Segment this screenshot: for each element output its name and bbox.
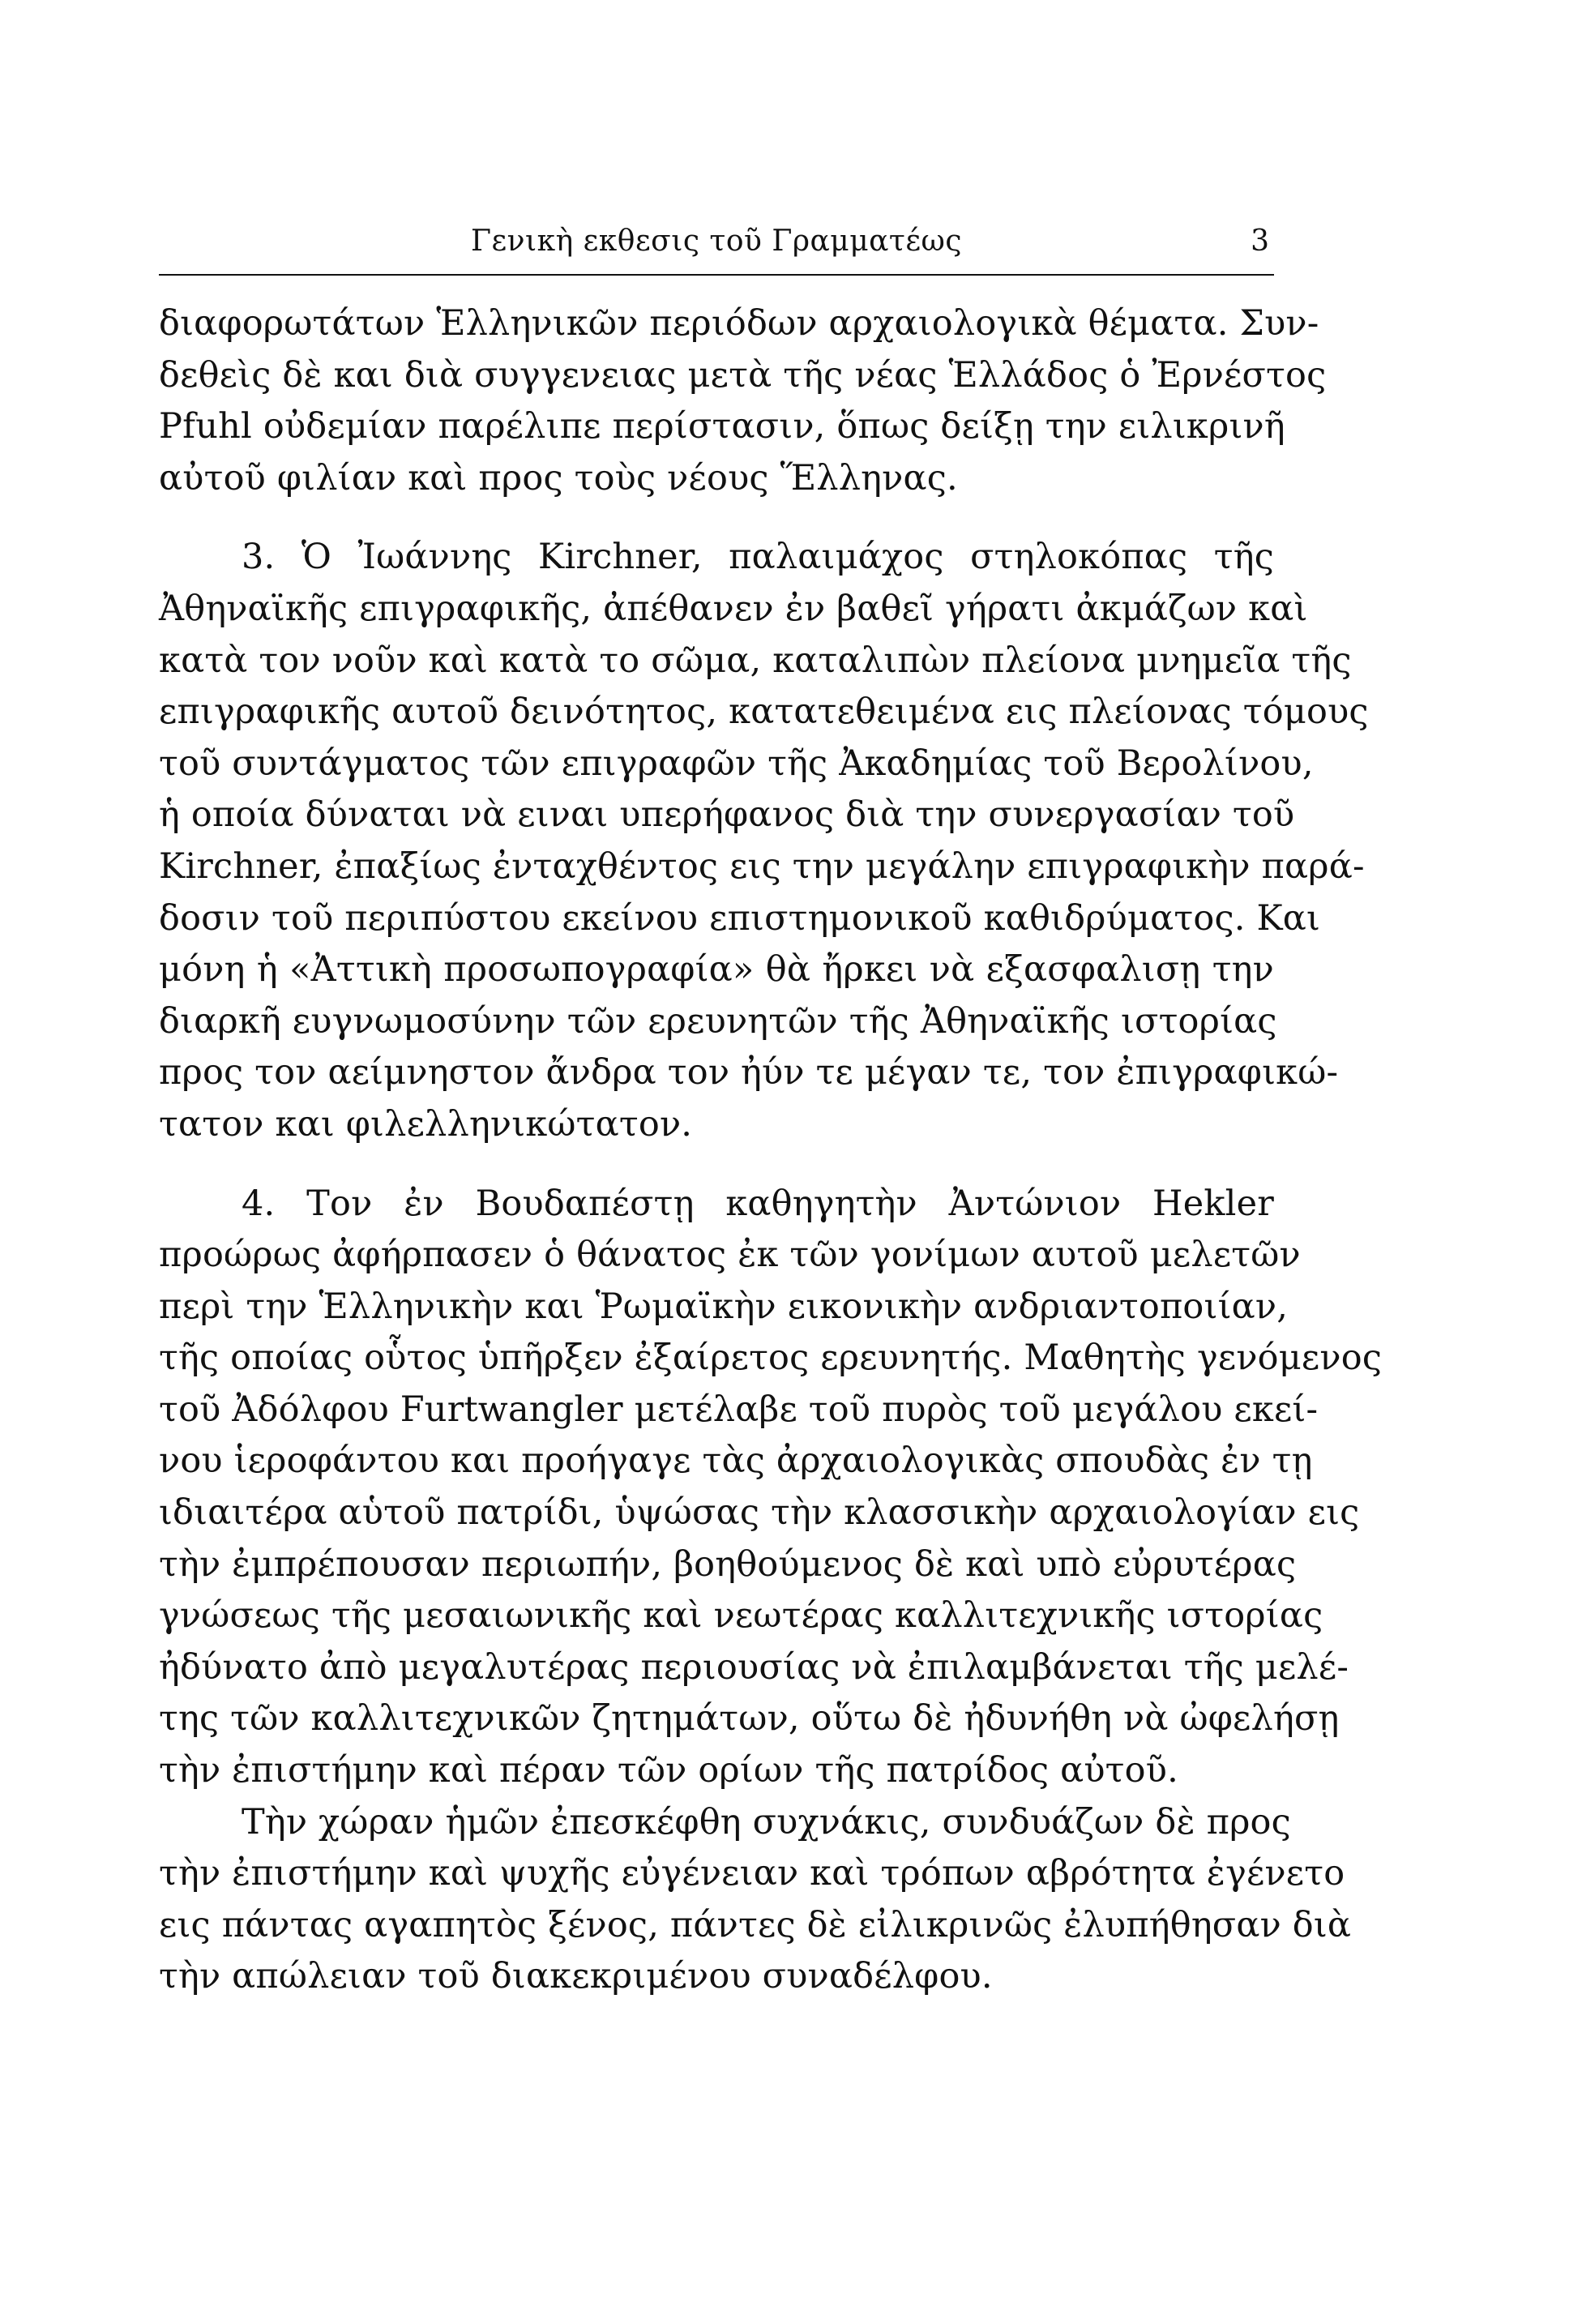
text-line: μόνη ἡ «Ἀττικὴ προσωπογραφία» θὰ ἤρκει νὰ εξασφαλισῃ την bbox=[159, 949, 1274, 991]
text-line: 3. Ὁ Ἰωάννης Kirchner, παλαιμάχος στηλοκόπας τῆς bbox=[242, 537, 1274, 578]
text-line: προώρως ἀφήρπασεν ὁ θάνατος ἐκ τῶν γονίμων αυτοῦ μελετῶν bbox=[159, 1235, 1301, 1276]
text-line: ιδιαιτέρα αὑτοῦ πατρίδι, ὑψώσας τὴν κλασσικὴν αρχαιολογίαν εις bbox=[159, 1492, 1360, 1534]
text-line: Τὴν χώραν ἡμῶν ἐπεσκέφθη συχνάκις, συνδυάζων δὲ προς bbox=[242, 1801, 1291, 1843]
paragraph-1 bbox=[159, 298, 1327, 504]
text-line: τὴν ἐμπρέπουσαν περιωπήν, βοηθούμενος δὲ καὶ υπὸ εὐρυτέρας bbox=[159, 1543, 1297, 1585]
paragraph-2 bbox=[159, 532, 1369, 1150]
text-line: τατον και φιλελληνικώτατον. bbox=[159, 1103, 693, 1145]
text-line: προς τον αείμνηστον ἄνδρα τον ἠύν τε μέγαν τε, τον ἐπιγραφικώ- bbox=[159, 1052, 1339, 1094]
paragraph-gap bbox=[159, 1151, 1274, 1179]
text-line: επιγραφικῆς αυτοῦ δεινότητος, κατατεθειμένα εις πλείονας τόμους bbox=[159, 691, 1369, 733]
body-text bbox=[159, 298, 1383, 2003]
text-line: ἡ οποία δύναται νὰ ειναι υπερήφανος διὰ την συνεργασίαν τοῦ bbox=[159, 794, 1295, 836]
text-line: ἠδύνατο ἀπὸ μεγαλυτέρας περιουσίας νὰ ἐπιλαμβάνεται τῆς μελέ- bbox=[159, 1646, 1349, 1688]
text-line: Kirchner, ἐπαξίως ἐνταχθέντος εις την μεγάλην επιγραφικὴν παρά- bbox=[159, 845, 1365, 887]
text-line: διαρκῆ ευγνωμοσύνην τῶν ερευνητῶν τῆς Ἀθηναϊκῆς ιστορίας bbox=[159, 1000, 1277, 1042]
text-line: τὴν ἐπιστήμην καὶ πέραν τῶν ορίων τῆς πατρίδος αὐτοῦ. bbox=[159, 1750, 1178, 1791]
paragraph-4 bbox=[159, 1797, 1352, 2003]
text-line: της τῶν καλλιτεχνικῶν ζητημάτων, οὕτω δὲ ἠδυνήθη νὰ ὠφελήσῃ bbox=[159, 1698, 1340, 1740]
text-line: τὴν ἐπιστήμην καὶ ψυχῆς εὐγένειαν καὶ τρόπων αβρότητα ἐγένετο bbox=[159, 1853, 1345, 1894]
text-line: αὐτοῦ φιλίαν καὶ προς τοὺς νέους Ἕλληνας. bbox=[159, 457, 958, 499]
paragraph-gap bbox=[159, 504, 1274, 532]
text-line: εις πάντας αγαπητὸς ξένος, πάντες δὲ εἰλικρινῶς ἐλυπήθησαν διὰ bbox=[159, 1904, 1352, 1945]
text-line: γνώσεως τῆς μεσαιωνικῆς καὶ νεωτέρας καλλιτεχνικῆς ιστορίας bbox=[159, 1595, 1323, 1637]
running-header bbox=[159, 217, 1274, 266]
text-line: Pfuhl οὐδεμίαν παρέλιπε περίστασιν, ὅπως δείξῃ την ειλικρινῆ bbox=[159, 406, 1285, 447]
page-number: 3 bbox=[1251, 225, 1269, 258]
text-line: διαφορωτάτων Ἑλληνικῶν περιόδων αρχαιολογικὰ θέματα. Συν- bbox=[159, 303, 1319, 344]
text-line: νου ἱεροφάντου και προήγαγε τὰς ἀρχαιολογικὰς σπουδὰς ἐν τῃ bbox=[159, 1440, 1313, 1482]
document-page bbox=[159, 217, 1383, 2003]
text-line: περὶ την Ἑλληνικὴν και Ῥωμαϊκὴν εικονικὴν ανδριαντοποιίαν, bbox=[159, 1286, 1289, 1327]
header-rule bbox=[159, 274, 1274, 276]
running-title: Γενικὴ εκθεσις τοῦ Γραμματέως bbox=[471, 225, 962, 258]
text-line: δοσιν τοῦ περιπύστου εκείνου επιστημονικοῦ καθιδρύματος. Και bbox=[159, 897, 1321, 939]
text-line: δεθεὶς δὲ και διὰ συγγενειας μετὰ τῆς νέας Ἑλλάδος ὁ Ἐρνέστος bbox=[159, 354, 1327, 396]
text-line: τοῦ Ἀδόλφου Furtwangler μετέλαβε τοῦ πυρὸς τοῦ μεγάλου εκεί- bbox=[159, 1389, 1319, 1430]
text-line: 4. Τον ἐν Βουδαπέστῃ καθηγητὴν Ἀντώνιον Hekler bbox=[242, 1183, 1274, 1224]
text-line: τὴν απώλειαν τοῦ διακεκριμένου συναδέλφου. bbox=[159, 1956, 993, 1997]
text-line: τῆς οποίας οὗτος ὑπῆρξεν ἐξαίρετος ερευνητής. Μαθητὴς γενόμενος bbox=[159, 1337, 1383, 1379]
text-line: τοῦ συντάγματος τῶν επιγραφῶν τῆς Ἀκαδημίας τοῦ Βερολίνου, bbox=[159, 743, 1314, 784]
paragraph-3 bbox=[159, 1179, 1383, 1797]
text-line: Ἀθηναϊκῆς επιγραφικῆς, ἀπέθανεν ἐν βαθεῖ γήρατι ἀκμάζων καὶ bbox=[159, 588, 1308, 629]
text-line: κατὰ τον νοῦν καὶ κατὰ το σῶμα, καταλιπὼν πλείονα μνημεῖα τῆς bbox=[159, 640, 1352, 681]
